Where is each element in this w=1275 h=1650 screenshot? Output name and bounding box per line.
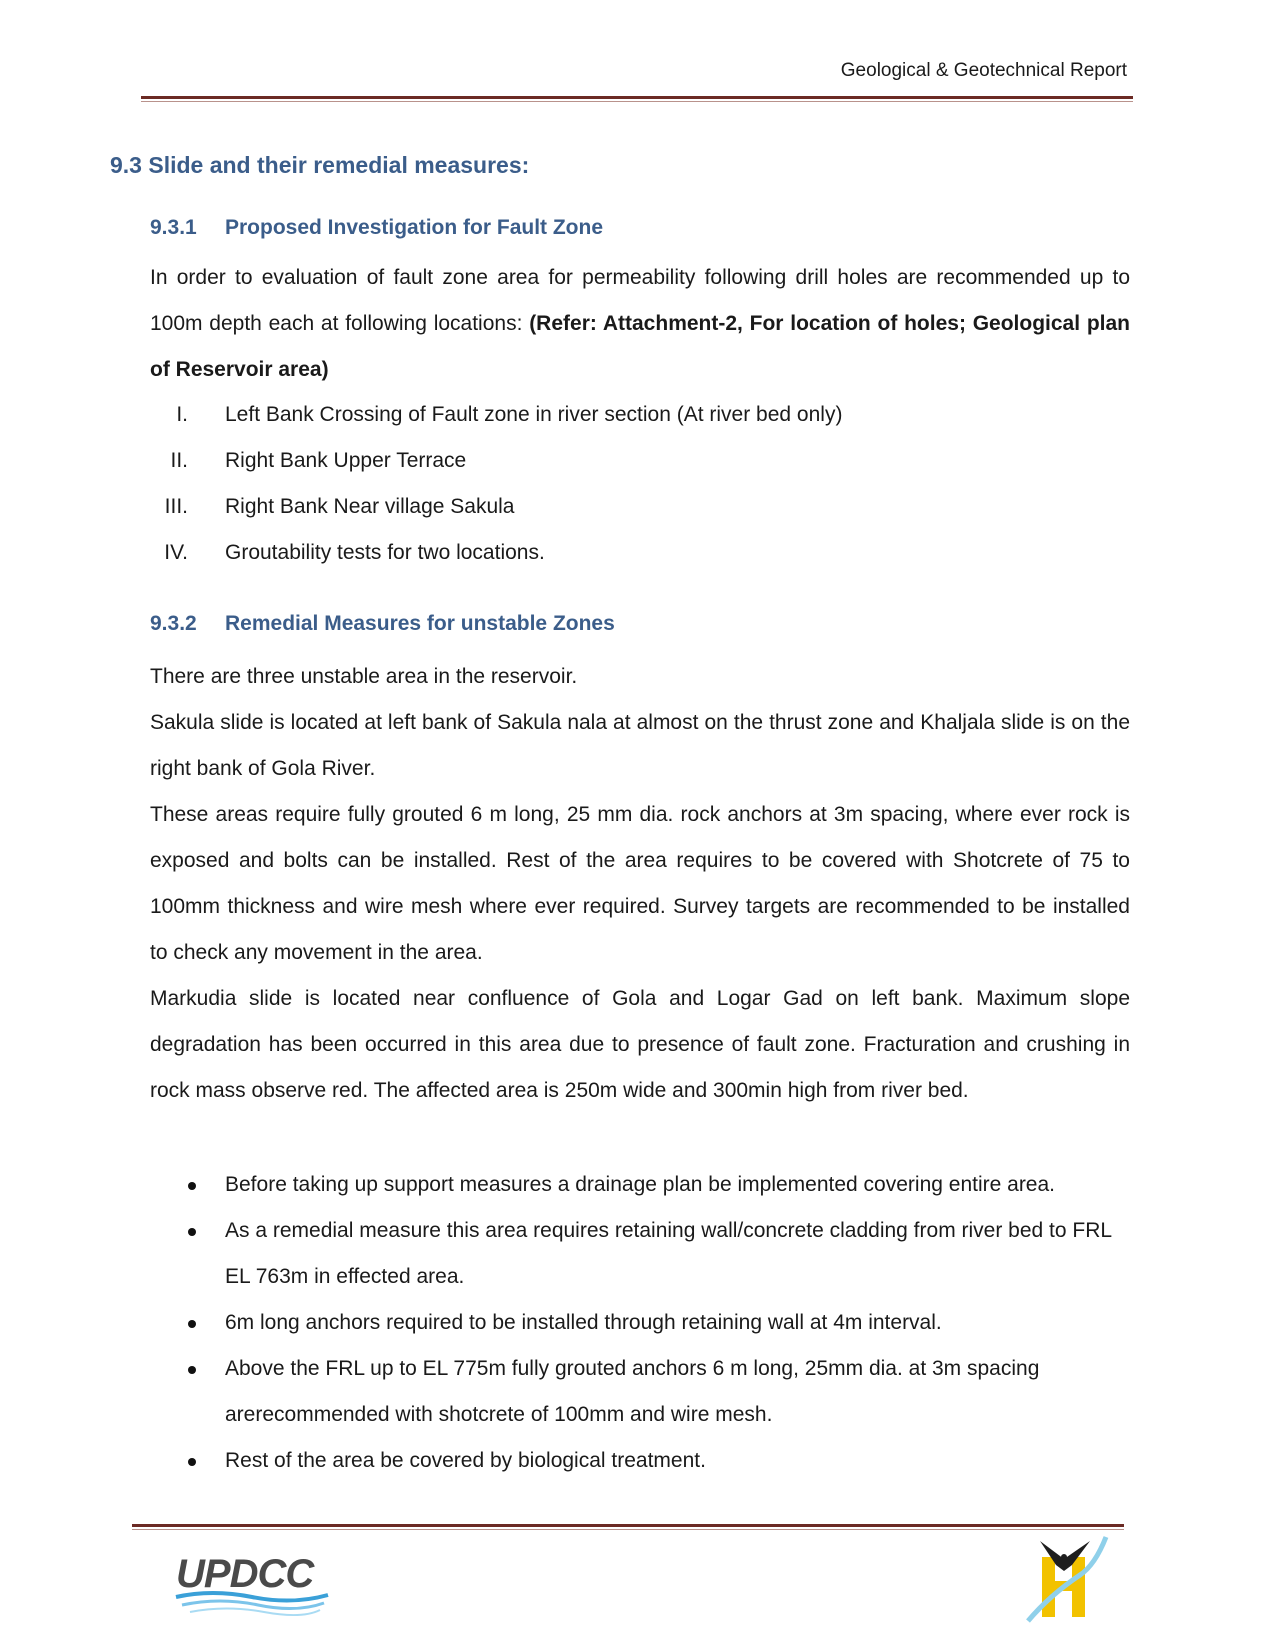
paragraph-sakula-slide: Sakula slide is located at left bank of Sakula nala at almost on the thrust zone and Khaljala slide is on the right bank of Gola River. [150,711,1130,780]
eagle-h-logo-icon [1020,1535,1110,1623]
subsection-number: 9.3.1 [150,216,197,239]
subsection-number: 9.3.2 [150,612,197,635]
header-title: Geological & Geotechnical Report [840,60,1127,81]
bullet-icon [188,1182,196,1190]
subsection-heading-2 [150,612,615,636]
section-heading: 9.3 Slide and their remedial measures: [110,152,530,178]
intro-paragraph [150,255,1130,393]
paragraph-markudia-slide: Markudia slide is located near confluence of Gola and Logar Gad on left bank. Maximum slope degradation has been occurred in this area due to presence of fault zone. Fracturation and crushing in rock mass observe red. The affected area is 250m wide and 300min high from river bed. [150,987,1130,1102]
bullet-icon [188,1320,196,1328]
list-item: II. Right Bank Upper Terrace [170,449,467,472]
bullet-icon [188,1228,196,1236]
intro-reference: (Refer: Attachment-2, For location of holes; Geological plan of Reservoir area) [150,312,1131,381]
subsection-heading-1 [150,216,603,240]
paragraph-anchors: These areas require fully grouted 6 m long, 25 mm dia. rock anchors at 3m spacing, where ever rock is exposed and bolts can be installed. Rest of the area requires to be covered with Shotcrete of 75 to 100mm thickness and wire mesh where ever required. Survey targets are recommended to be installed to check any movement in the area. [150,803,1130,964]
list-item: Rest of the area be covered by biological treatment. [150,1438,1130,1484]
list-item: 6m long anchors required to be installed through retaining wall at 4m interval. [150,1300,1130,1346]
list-item: Above the FRL up to EL 775m fully grouted anchors 6 m long, 25mm dia. at 3m spacing arerecommended with shotcrete of 100mm and wire mesh. [150,1346,1130,1438]
list-item: Before taking up support measures a drainage plan be implemented covering entire area. [150,1162,1130,1208]
list-item: As a remedial measure this area requires retaining wall/concrete cladding from river bed to FRL EL 763m in effected area. [150,1208,1130,1300]
remedial-bullets [150,1162,1130,1484]
list-item: III. Right Bank Near village Sakula [164,495,515,518]
paragraph-unstable-areas: There are three unstable area in the reservoir. [150,665,578,688]
updcc-logo-icon [172,1545,332,1620]
bullet-icon [188,1458,196,1466]
subsection-title: Proposed Investigation for Fault Zone [225,216,604,239]
footer-rule [132,1524,1124,1530]
header-rule [141,96,1133,102]
list-item: I. Left Bank Crossing of Fault zone in river section (At river bed only) [176,403,843,426]
logo-lettering: UPDCC [176,1552,314,1596]
drill-hole-list [150,392,1130,576]
intro-text: In order to evaluation of fault zone area for permeability following drill holes are recommended up to 100m depth each at following locations: [150,266,1130,335]
list-item: IV. Groutability tests for two locations. [164,541,545,564]
bullet-icon [188,1366,196,1374]
subsection-title: Remedial Measures for unstable Zones [225,612,615,635]
